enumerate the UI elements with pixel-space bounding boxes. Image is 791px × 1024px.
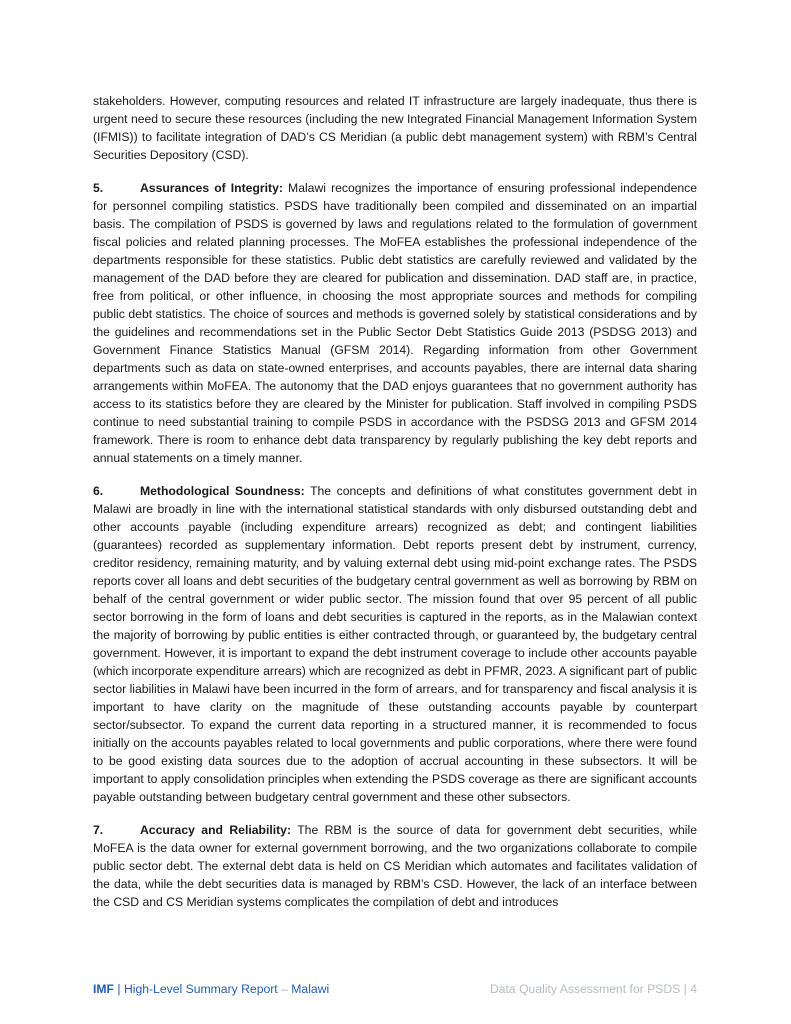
section-5-paragraph bbox=[93, 179, 697, 467]
section-6-paragraph bbox=[93, 482, 697, 806]
section-6-heading: Methodological Soundness: bbox=[140, 484, 305, 498]
section-7-number: 7. bbox=[93, 823, 104, 837]
document-body bbox=[93, 92, 697, 926]
section-7-heading: Accuracy and Reliability: bbox=[140, 823, 292, 837]
footer-report-title bbox=[93, 981, 329, 997]
footer-org: IMF bbox=[93, 982, 114, 996]
footer-dash: – bbox=[277, 982, 292, 996]
section-6-text: The concepts and definitions of what constitutes government debt in Malawi are broadly in line with the international statistical standards with only disbursed outstanding debt and other accounts payable (including expenditure arrears) recognized as debt; and contingent liabilities (guarantees) recorded as supplementary information. Debt reports present debt by instrument, currency, creditor residency, remaining maturity, and by valuing external debt using mid-point exchange rates. The PSDS reports cover all loans and debt securities of the budgetary central government as well as borrowing by RBM on behalf of the central government or wider public sector. The mission found that over 95 percent of all public sector borrowing in the form of loans and debt securities is captured in the reports, as in the Malawian context the majority of borrowing by public entities is either contracted through, or guaranteed by, the budgetary central government. However, it is important to expand the debt instrument coverage to include other accounts payable (which incorporate expenditure arrears) which are recognized as debt in PFMR, 2023. A significant part of public sector liabilities in Malawi have been incurred in the form of arrears, and for transparency and fiscal analysis it is important to have clarity on the magnitude of these outstanding accounts payable by counterpart sector/subsector. To expand the current data reporting in a structured manner, it is recommended to focus initially on the accounts payables related to local governments and public corporations, where there were found to be good existing data sources due to the adoption of accrual accounting in these subsectors. It will be important to apply consolidation principles when extending the PSDS coverage as there are significant accounts payable outstanding between budgetary central government and these other subsectors. bbox=[93, 484, 697, 804]
section-7-text: The RBM is the source of data for government debt securities, while MoFEA is the data owner for external government borrowing, and the two organizations collaborate to compile public sector debt. The external debt data is held on CS Meridian which automates and facilitates validation of the data, while the debt securities data is managed by RBM’s CSD. However, the lack of an interface between the CSD and CS Meridian systems complicates the compilation of debt and introduces bbox=[93, 823, 698, 909]
intro-paragraph: stakeholders. However, computing resources and related IT infrastructure are largely inadequate, thus there is urgent need to secure these resources (including the new Integrated Financial Management Information System (IFMIS)) to facilitate integration of DAD’s CS Meridian (a public debt management system) with RBM’s Central Securities Depository (CSD). bbox=[93, 94, 697, 162]
footer-report: High-Level Summary Report bbox=[123, 982, 278, 996]
section-7-paragraph bbox=[93, 821, 697, 911]
section-6-number: 6. bbox=[93, 484, 104, 498]
section-5-number: 5. bbox=[93, 181, 104, 195]
footer-separator: | bbox=[113, 982, 124, 996]
footer-page-label: Data Quality Assessment for PSDS | 4 bbox=[489, 982, 697, 996]
section-5-text: Malawi recognizes the importance of ensuring professional independence for personnel compiling statistics. PSDS have traditionally been compiled and disseminated on an impartial basis. The compilation of PSDS is governed by laws and regulations related to the formulation of government fiscal policies and related planning processes. The MoFEA establishes the professional independence of the departments responsible for these statistics. Public debt statistics are carefully reviewed and validated by the management of the DAD before they are cleared for publication and dissemination. DAD staff are, in practice, free from political, or other influence, in choosing the most appropriate sources and methods for compiling public debt statistics. The choice of sources and methods is governed solely by statistical considerations and by the guidelines and recommendations set in the Public Sector Debt Statistics Guide 2013 (PSDSG 2013) and Government Finance Statistics Manual (GFSM 2014). Regarding information from other Government departments such as data on state-owned enterprises, and accounts payables, there are internal data sharing arrangements within MoFEA. The autonomy that the DAD enjoys guarantees that no government authority has access to its statistics before they are cleared by the Minister for publication. Staff involved in compiling PSDS continue to need substantial training to compile PSDS in accordance with the PSDSG 2013 and GFSM 2014 framework. There is room to enhance debt data transparency by regularly publishing the key debt reports and annual statements on a timely manner. bbox=[93, 181, 698, 465]
section-5-heading: Assurances of Integrity: bbox=[140, 181, 283, 195]
footer-country: Malawi bbox=[291, 982, 330, 996]
